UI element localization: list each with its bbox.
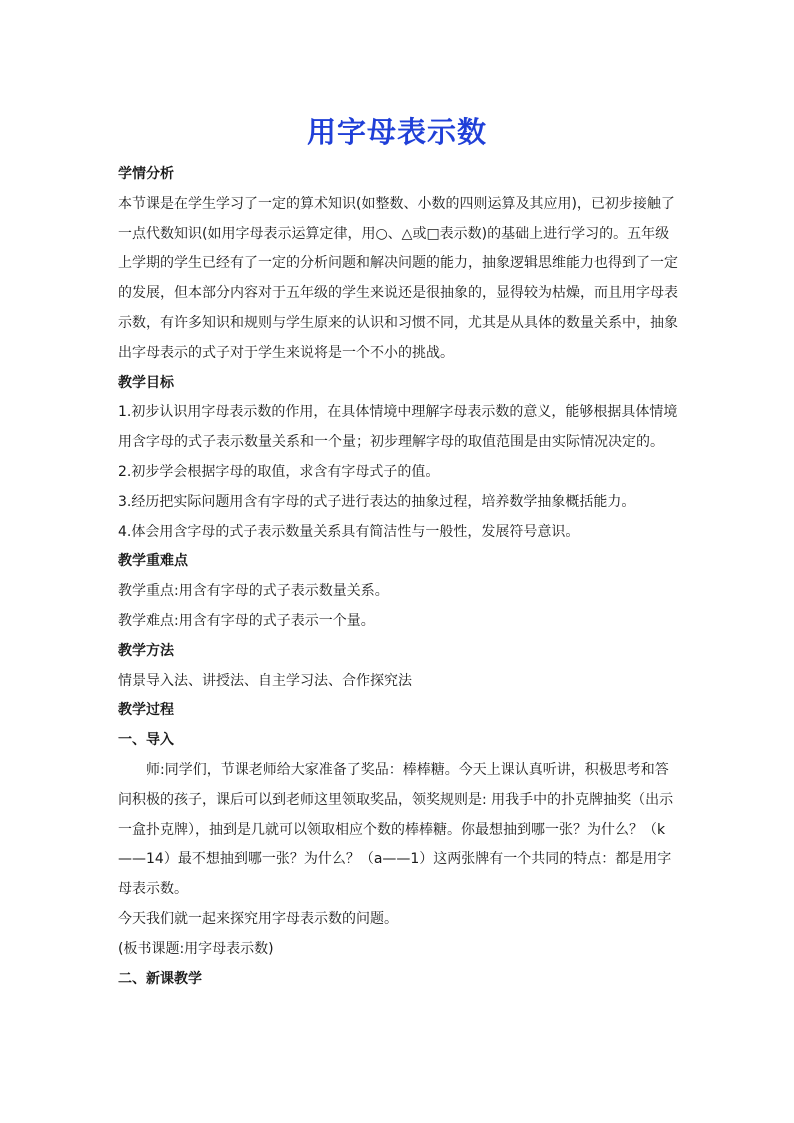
goal-item-1: 1.初步认识用字母表示数的作用，在具体情境中理解字母表示数的意义，能够根据具体情境用含字母的式子表示数量关系和一个量；初步理解字母的取值范围是由实际情况决定的。 [118, 404, 678, 451]
document-body [118, 160, 680, 994]
method-text: 情景导入法、讲授法、自主学习法、合作探究法 [118, 672, 412, 689]
section-heading-process: 教学过程 [118, 702, 174, 719]
subsection-heading-intro: 一、导入 [118, 732, 174, 749]
goal-item-4: 4.体会用含字母的式子表示数量关系具有简洁性与一般性，发展符号意识。 [118, 523, 580, 540]
analysis-paragraph: 本节课是在学生学习了一定的算术知识(如整数、小数的四则运算及其应用)，已初步接触了一点代数知识(如用字母表示运算定律，用○、△或□表示数)的基础上进行学习的。五年级上学期的学生已经有了一定的分析问题和解决问题的能力，抽象逻辑思维能力也得到了一定的发展，但本部分内容对于五年级的学生来说还是很抽象的，显得较为枯燥，而且用字母表示数，有许多知识和规则与学生原来的认识和习惯不同，尤其是从具体的数量关系中，抽象出字母表示的式子对于学生来说将是一个不小的挑战。 [118, 195, 678, 361]
goal-item-3: 3.经历把实际问题用含有字母的式子进行表达的抽象过程，培养数学抽象概括能力。 [118, 493, 636, 510]
section-heading-goals: 教学目标 [118, 374, 174, 391]
section-heading-analysis: 学情分析 [118, 166, 174, 182]
goal-item-2: 2.初步学会根据字母的取值，求含有字母式子的值。 [118, 463, 440, 480]
key-point-text: 教学重点:用含有字母的式子表示数量关系。 [118, 583, 389, 600]
board-note: (板书课题:用字母表示数) [118, 940, 274, 957]
intro-paragraph: 师:同学们，节课老师给大家准备了奖品：棒棒糖。今天上课认真听讲，积极思考和答问积极的孩子，课后可以到老师这里领取奖品，领奖规则是: 用我手中的扑克牌抽奖（出示一盒扑克牌），抽到是几就可以领取相应个数的棒棒糖。你最想抽到哪一张？为什么？（k——14）最不想抽到哪一张？为什么？（a——1）这两张牌有一个共同的特点：都是用字母表示数。 [118, 761, 674, 898]
difficult-point-text: 教学难点:用含有字母的式子表示一个量。 [118, 612, 375, 629]
section-heading-key: 教学重难点 [118, 553, 188, 570]
document-title: 用字母表示数 [306, 115, 487, 149]
subsection-heading-new: 二、新课教学 [118, 970, 202, 987]
today-paragraph: 今天我们就一起来探究用字母表示数的问题。 [118, 910, 398, 927]
section-heading-method: 教学方法 [118, 642, 174, 659]
